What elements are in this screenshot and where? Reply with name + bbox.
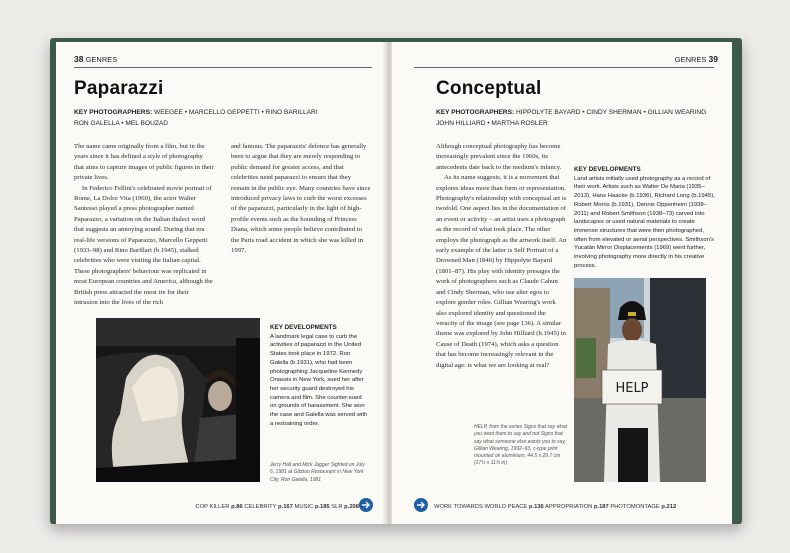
left-key-line2: RON GALELLA • MEL BOUZAD bbox=[74, 119, 169, 127]
left-footer-link-2[interactable]: CELEBRITY p.167 bbox=[244, 504, 293, 510]
paparazzi-photo bbox=[96, 318, 260, 482]
left-page bbox=[56, 42, 385, 524]
left-page-title: Paparazzi bbox=[74, 78, 164, 99]
left-photo-caption: Jerry Hall and Mick Jagger Sighted on July 6, 1981 at Gibbon Restaurant in New York City, Ron Galella, 1981 bbox=[270, 462, 365, 483]
left-kd-title: KEY DEVELOPMENTS bbox=[270, 324, 337, 331]
right-key-line1: HIPPOLYTE BAYARD • CINDY SHERMAN • GILLIAN WEARING bbox=[516, 109, 707, 116]
conceptual-photo bbox=[574, 278, 706, 482]
left-kd-text: A landmark legal case to curb the activities of paparazzi in the United States took place in 1972. Ron Galella (b.1931), who had been photographing Jacqueline Kennedy Onassis in New York, sued her after her security guard destroyed his camera and film. She counter-sued on grounds of harassment. She won the case and Galella was served with a restraining order. bbox=[270, 333, 368, 427]
right-key-line2: JOHN HILLIARD • MARTHA ROSLER bbox=[436, 119, 548, 127]
right-arrow-icon[interactable] bbox=[414, 498, 428, 512]
left-section-label: GENRES bbox=[85, 55, 118, 64]
left-key-photographers bbox=[74, 108, 374, 129]
right-col1-para-2: As its name suggests, it is a movement that explores ideas more than form or representation. Photography's relationship with conceptual art is twofold. One aspect lies in the documentation of an event or activity – an artist uses a photograph as the record of what took place. The other employs the photograph as the artwork itself. An early example of the latter is Self Portrait of a Drowned Man (1840) by Hippolyte Bayard (1801–87). His play with identity presages the work of photographers such as Claude Cahun and Cindy Sherman, who use alter egos to explore gender roles. Gillian Wearing's work also explored identity and questioned the veracity of the image (see page 136). A similar theme was explored by John Hilliard (b.1945) in Cause of Death (1974), which asks a question that has become increasingly relevant in the digital age: is what we are looking at real? bbox=[436, 174, 567, 369]
left-key-line1: WEEGEE • MARCELLO GEPPETTI • RINO BARILLARI bbox=[154, 109, 318, 116]
right-page bbox=[392, 42, 732, 524]
left-footer-link-1[interactable]: COP KILLER p.86 bbox=[195, 504, 243, 510]
left-column-1 bbox=[74, 142, 214, 309]
right-key-photographers bbox=[436, 108, 726, 129]
right-footer-link-3[interactable]: PHOTOMONTAGE p.212 bbox=[610, 504, 677, 510]
left-arrow-icon[interactable] bbox=[359, 498, 373, 512]
left-col1-para-2: In Federico Fellini's celebrated movie portrait of Rome, La Dolce Vita (1960), the actor Walter Santesso played a press photographer named Paparazzo, a variation on the Italian dialect word that suggests an annoying sound. During that era real-life versions of Paparazzo, Marcello Geppetti (1933–98) and Rino Barillari (b.1945), stalked celebrities who were visiting the Italian capital. These photographers' behaviour was replicated in most European countries and America, although the British press attracted the most ire for their intrusion into the lives of the rich bbox=[74, 184, 213, 307]
right-footer-link-2[interactable]: APPROPRIATION p.187 bbox=[545, 504, 609, 510]
left-key-label: KEY PHOTOGRAPHERS: bbox=[74, 109, 153, 116]
right-header-rule bbox=[414, 67, 714, 68]
left-col2-para-1: and famous. The paparazzis' defence has generally been to argue that they are merely responding to public demand for greater access, and that celebrities need paparazzi to ensure that they remain in the public eye. Many countries have since introduced privacy laws to curb the worst excesses of the paparazzi, particularly in the light of high-profile events such as the hounding of Princess Diana, which some people believe contributed to the Paris road accident in which she was killed in 1997. bbox=[231, 143, 371, 255]
left-column-2 bbox=[231, 142, 371, 256]
right-page-title: Conceptual bbox=[436, 78, 542, 99]
right-page-number: 39 bbox=[708, 54, 718, 64]
left-col1-para-1: The name came originally from a film, but in the years since it has defined a style of photography that aims to capture images of public figures in their private lives. bbox=[74, 143, 214, 182]
right-key-developments bbox=[574, 166, 716, 270]
left-footer-links bbox=[195, 504, 359, 510]
left-running-head bbox=[74, 54, 117, 64]
left-footer-link-3[interactable]: MUSIC p.185 bbox=[294, 504, 330, 510]
right-footer-links bbox=[434, 504, 676, 510]
help-sign-text: HELP bbox=[615, 381, 649, 396]
left-key-developments bbox=[270, 324, 368, 428]
right-column-1 bbox=[436, 142, 568, 371]
right-footer-link-1[interactable]: WORK TOWARDS WORLD PEACE p.136 bbox=[434, 504, 544, 510]
right-kd-text: Land artists initially used photography as a record of their work. Artists such as Walter De Maria (1935–2013), Hans Haacke (b.1936), Richard Long (b.1945), Robert Morris (b.1931), Dennis Oppenheim (1938–2011) and Robert Smithson (1938–73) carved into landscapes or used natural materials to create immense structures that were then photographed, often from elevated or aerial perspectives. Smithson's Yucatán Mirror Displacements (1969) went further, involving photography more directly in his creative process. bbox=[574, 175, 715, 269]
right-section-label: GENRES bbox=[674, 55, 707, 64]
left-footer-link-4[interactable]: SLR p.208 bbox=[331, 504, 359, 510]
right-running-head bbox=[675, 54, 718, 64]
right-kd-title: KEY DEVELOPMENTS bbox=[574, 166, 641, 173]
left-page-number: 38 bbox=[74, 54, 84, 64]
left-header-rule bbox=[74, 67, 372, 68]
right-photo-caption: HELP, from the series Signs that say what you want them to say and not Signs that say what someone else wants you to say, Gillian Wearing, 1992–93, c-type print mounted on aluminium, 44.5 x 29.7 cm (17½ x 11¾ in) bbox=[474, 424, 568, 467]
right-key-label: KEY PHOTOGRAPHERS: bbox=[436, 109, 515, 116]
right-col1-para-1: Although conceptual photography has become increasingly prevalent since the 1960s, its antecedents date back to the medium's infancy. bbox=[436, 143, 562, 171]
